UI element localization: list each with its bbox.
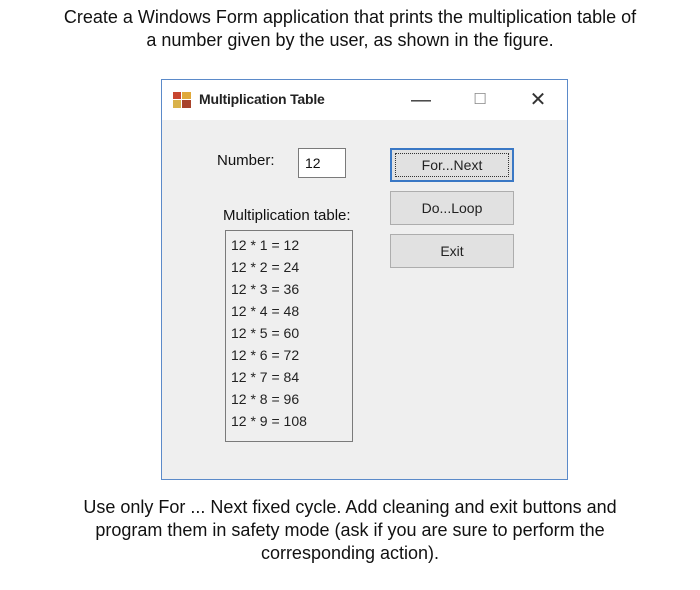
exit-button[interactable] — [390, 234, 514, 268]
instructions-top: Create a Windows Form application that prints the multiplication table of a number given by the user, as shown in the figure. — [63, 7, 637, 50]
maximize-button[interactable]: ☐ — [473, 91, 487, 108]
list-item[interactable]: 12 * 8 = 96 — [231, 391, 300, 407]
list-item[interactable]: 12 * 2 = 24 — [231, 259, 300, 275]
number-label: Number: — [217, 152, 275, 169]
multiplication-table-listbox[interactable] — [225, 230, 353, 442]
list-item[interactable]: 12 * 4 = 48 — [231, 303, 300, 319]
form-window — [161, 79, 568, 480]
close-button[interactable]: ✕ — [529, 89, 547, 111]
minimize-button[interactable]: — — [411, 89, 431, 111]
app-icon — [173, 92, 191, 108]
for-next-button[interactable] — [390, 148, 514, 182]
focus-rectangle — [395, 153, 509, 177]
window-title: Multiplication Table — [199, 91, 325, 107]
list-item[interactable]: 12 * 3 = 36 — [231, 281, 300, 297]
multiplication-table-label: Multiplication table: — [223, 207, 351, 224]
exit-label: Exit — [440, 243, 464, 259]
do-loop-label: Do...Loop — [421, 200, 483, 216]
title-bar[interactable] — [162, 80, 567, 120]
do-loop-button[interactable] — [390, 191, 514, 225]
list-item[interactable]: 12 * 7 = 84 — [231, 369, 300, 385]
list-item[interactable]: 12 * 1 = 12 — [231, 237, 300, 253]
number-input[interactable] — [298, 148, 346, 178]
list-item[interactable]: 12 * 6 = 72 — [231, 347, 300, 363]
list-item[interactable]: 12 * 9 = 108 — [231, 413, 307, 429]
instructions-bottom: Use only For ... Next fixed cycle. Add cleaning and exit buttons and program them in safety mode (ask if you are sure to perform the corresponding action). — [83, 497, 617, 563]
list-item[interactable]: 12 * 5 = 60 — [231, 325, 300, 341]
for-next-label: For...Next — [421, 157, 483, 173]
